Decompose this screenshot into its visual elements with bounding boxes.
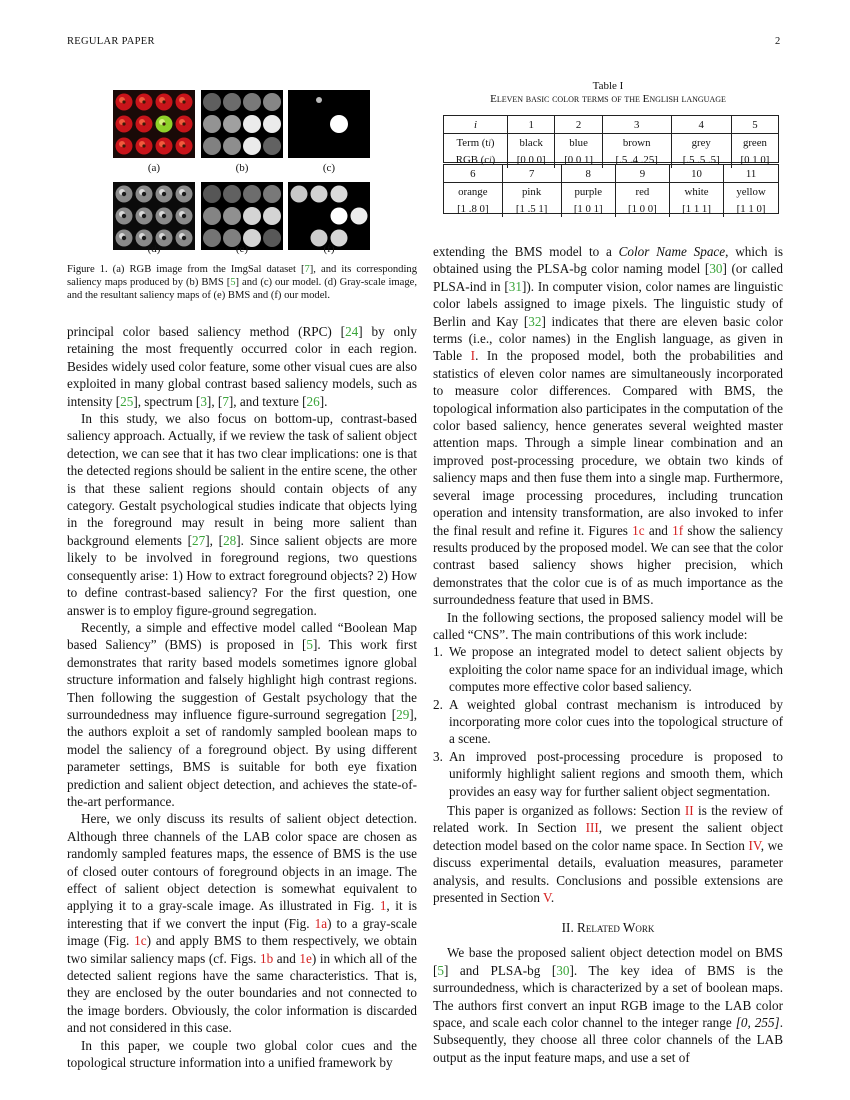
saliency-blob [330,115,348,133]
table-cell: [0 0 1] [555,151,602,168]
apple-stem [162,144,165,147]
apple-stem [182,236,186,240]
saliency-blob [263,93,281,111]
apple-stem [162,192,166,196]
saliency-blob [263,207,281,225]
paragraph: principal color based saliency method (RPC) [24] by only retaining the most frequently occurred color in each region. Besides widely used color feature, some other visual cues are also exploited in many global contrast based saliency models, such as intensity [25], spectrum [3], [7], and texture [26]. [67,324,418,409]
saliency-blob [263,137,281,155]
running-header: REGULAR PAPER [67,36,155,47]
saliency-blob [243,137,261,155]
table-cell: grey [671,134,731,152]
table-cell: green [731,134,778,152]
saliency-blob [351,208,368,225]
saliency-blob [263,185,281,203]
table-cell: [1 1 0] [724,200,778,217]
apple-stem [142,144,145,147]
saliency-blob [311,186,328,203]
table-cell: black [508,134,555,152]
saliency-blob [223,115,241,133]
figure-1c-label: (c) [322,162,336,174]
apple-stem [182,192,186,196]
table-header-term: Term (ti) [456,136,495,149]
saliency-blob [203,185,221,203]
table-cell: [1 .5 1] [502,200,561,217]
figure-1f-image [288,182,370,250]
table-cell: brown [602,134,671,152]
table-cell: 7 [502,165,561,183]
paragraph: In this paper, we couple two global color cues and the topological structure information into a unified framework by [67,1037,417,1071]
figure-1a-image [113,90,195,158]
table-cell: 11 [724,165,778,183]
figure-1 [113,90,373,290]
table-cell: yellow [724,183,778,201]
saliency-blob [263,115,281,133]
apple-stem [142,100,145,103]
apple-stem [182,214,186,218]
paragraph: We base the proposed salient object detection model on BMS [5] and PLSA-bg [30]. The key idea of BMS is the surroundedness, which is characterized by a set of boolean maps. The authors first convert an input RGB image to the LAB color space, and scale each color channel to the integer range [0, 255]. Subsequently, they choose all three color channels of the LAB output as the input feature maps, and use a set of [433,945,783,1065]
left-column [67,323,417,1071]
table-cell: [1 .8 0] [457,202,489,215]
saliency-blob [223,185,241,203]
saliency-blob [243,93,261,111]
section-heading: II. Related Work [561,920,655,936]
apple-stem [122,236,126,240]
paragraph: In this study, we also focus on bottom-up, contrast-based saliency approach. Actually, if we review the task of salient object detection, we can see that it has two clear implications: one is that the detected regions should be salient in the entire scene, the other is that these salient regions should contain objects of any category. Gestalt psychological studies indicate that objects lying in the foreground may result in being more salient than background elements [27], [28]. Since salient objects are more likely to be involved in foreground regions, two questions consequently arise: 1) How to extract foreground objects? 2) How to define contrast-based saliency? For the first question, one answer is to employ figure-ground segregation. [67,411,417,618]
saliency-blob [243,207,261,225]
apple-stem [182,100,185,103]
apple-stem [162,236,166,240]
saliency-blob [203,207,221,225]
apple-stem [182,144,185,147]
figure-1a-label: (a) [147,162,161,174]
paragraph: extending the BMS model to a Color Name Space, which is obtained using the PLSA-bg color naming model [30] (or called PLSA-ind in [31]). In computer vision, color names are linguistic color labels assigned to image pixels. The linguistic study of Berlin and Kay [32] indicates that there are eleven basic color terms (i.e., color names) in the English language, as given in Table I. In the proposed model, both the probabilities and statistics of eleven color names are simultaneously incorporated to measure color differences. Compared with BMS, the topological information also participates in the computation of the color based saliency, hence generates several weighted master attention maps. Through a simple linear combination and an improved post-processing procedure, we obtain two kinds of saliency maps and then fuse them into a single map. Furthermore, several image processing procedures, including truncation operation and intensity transformation, are also invoked to infer the final result and refine it. Figures 1c and 1f show the saliency results produced by the proposed model. We can see that the color contrast based saliency shows higher precision, which demonstrates that the color cue is of as much importance as the surroundedness feature that used in BMS. [433,244,784,608]
table-cell: 3 [602,116,671,134]
table-cell: 2 [555,116,602,134]
apple-stem [122,144,125,147]
table-cell: [0 0 0] [508,151,555,168]
apple-stem [142,214,146,218]
paragraph: Here, we only discuss its results of salient object detection. Although three channels of the LAB color space are chosen as randomly sampled features maps, the essence of BMS is the use of closed outer contours of foreground objects in an image. The effect of salient object detection is somewhat equivalent to applying it to a gray-scale image. As illustrated in Fig. 1, it is interesting that if we convert the input (Fig. 1a) to a gray-scale image (Fig. 1c) and apply BMS to them respectively, we obtain two similar saliency maps (cf. Figs. 1b and 1e) in which all of the detected salient regions have the same characteristics. That is, they are enclosed by the outer boundaries and not connected to the image borders. Obviously, the color information is discarded and not considered in this case. [67,811,418,1036]
apple-stem [162,100,165,103]
list-item: 2. A weighted global contrast mechanism is introduced by incorporating more color cues into the topological structure of a scene. [433,696,783,747]
table-cell: [.5 .5 .5] [671,151,731,168]
table-cell: 8 [561,165,615,183]
paragraph: Recently, a simple and effective model called “Boolean Map based Saliency” (BMS) is proposed in [5]. This work first demonstrates that rarity based models sometimes ignore global structure information and falsely highlight high contrast regions. Then following the suggestion of Gestalt psychology that the surroundedness may influence figure-surround segregation [29], the authors exploit a set of randomly sampled boolean maps to model the saliency of a foreground object. By using different parameter settings, BMS is suitable for both eye fixation prediction and salient object detection, and achieves the state-of-the-art performance. [67,619,417,809]
apple-stem [122,122,125,125]
contributions-list [433,643,783,800]
paragraph: This paper is organized as follows: Section II is the review of related work. In Section III, we present the salient object detection model based on the color name space. In Section IV, we discuss experimental details, evaluation measures, parameter analysis, and results. Conclusions and possible extensions are presented in Section V. [433,803,784,906]
figure-1f-label: (f) [323,243,335,255]
saliency-blob [203,137,221,155]
page-number: 2 [775,36,781,47]
list-item: 3. An improved post-processing procedure is proposed to uniformly highlight salient regions and smooth them, which provides an easy way for further salient object segmentation. [433,748,783,799]
saliency-blob [223,137,241,155]
table-cell: white [669,183,723,201]
apple-stem [122,214,126,218]
saliency-blob [223,93,241,111]
paragraph: In the following sections, the proposed saliency model will be called “CNS”. The main contributions of this work include: [433,609,783,642]
saliency-blob [291,186,308,203]
table-cell: orange [458,185,488,198]
list-item: 1. We propose an integrated model to detect salient objects by exploiting the color name space for an individual image, which computes more effective color based saliency. [433,644,783,695]
saliency-blob [203,93,221,111]
apple-stem [162,122,165,125]
figure-caption: Figure 1. (a) RGB image from the ImgSal dataset [7], and its corresponding saliency maps produced by (b) BMS [5] and (c) our model. (d) Gray-scale image, and the resultant saliency maps of (e) BMS and (f) our model. [67,264,417,302]
table-part-1 [443,115,779,166]
table-header-rgb: RGB (ci) [455,153,496,166]
apple-stem [182,122,185,125]
table-cell: [1 0 0] [615,200,669,217]
figure-1c-image [288,90,370,158]
right-column [433,243,783,1066]
saliency-blob [331,186,348,203]
table-cell: 10 [669,165,723,183]
saliency-blob [243,115,261,133]
figure-1d-image [113,182,195,250]
apple-stem [142,192,146,196]
table-cell: pink [502,183,561,201]
apple-stem [142,236,146,240]
table-cell: 9 [615,165,669,183]
apple-stem [122,100,125,103]
figure-1e-image [201,182,283,250]
apple-stem [142,122,145,125]
table-cell: [.5 .4 .25] [602,151,671,168]
figure-1b-label: (b) [235,162,249,174]
saliency-blob [243,185,261,203]
figure-1e-label: (e) [235,243,249,255]
apple-stem [122,192,126,196]
table-cell: [1 0 1] [561,200,615,217]
table-cell: [0 1 0] [731,151,778,168]
table-part-2 [443,164,779,214]
table-cell: 6 [470,167,476,180]
table-cell: blue [555,134,602,152]
table-cell: purple [561,183,615,201]
table-label: Table I [592,80,624,92]
saliency-blob [316,97,322,103]
saliency-blob [223,207,241,225]
table-cell: 4 [671,116,731,134]
table-cell: red [615,183,669,201]
table-cell: 1 [508,116,555,134]
saliency-blob [203,115,221,133]
table-cell: [1 1 1] [669,200,723,217]
saliency-blob [331,208,348,225]
figure-1d-label: (d) [147,243,161,255]
figure-1b-image [201,90,283,158]
table-title: Eleven basic color terms of the English language [490,93,726,105]
table-header-i: i [474,118,477,131]
apple-stem [162,214,166,218]
table-cell: 5 [731,116,778,134]
